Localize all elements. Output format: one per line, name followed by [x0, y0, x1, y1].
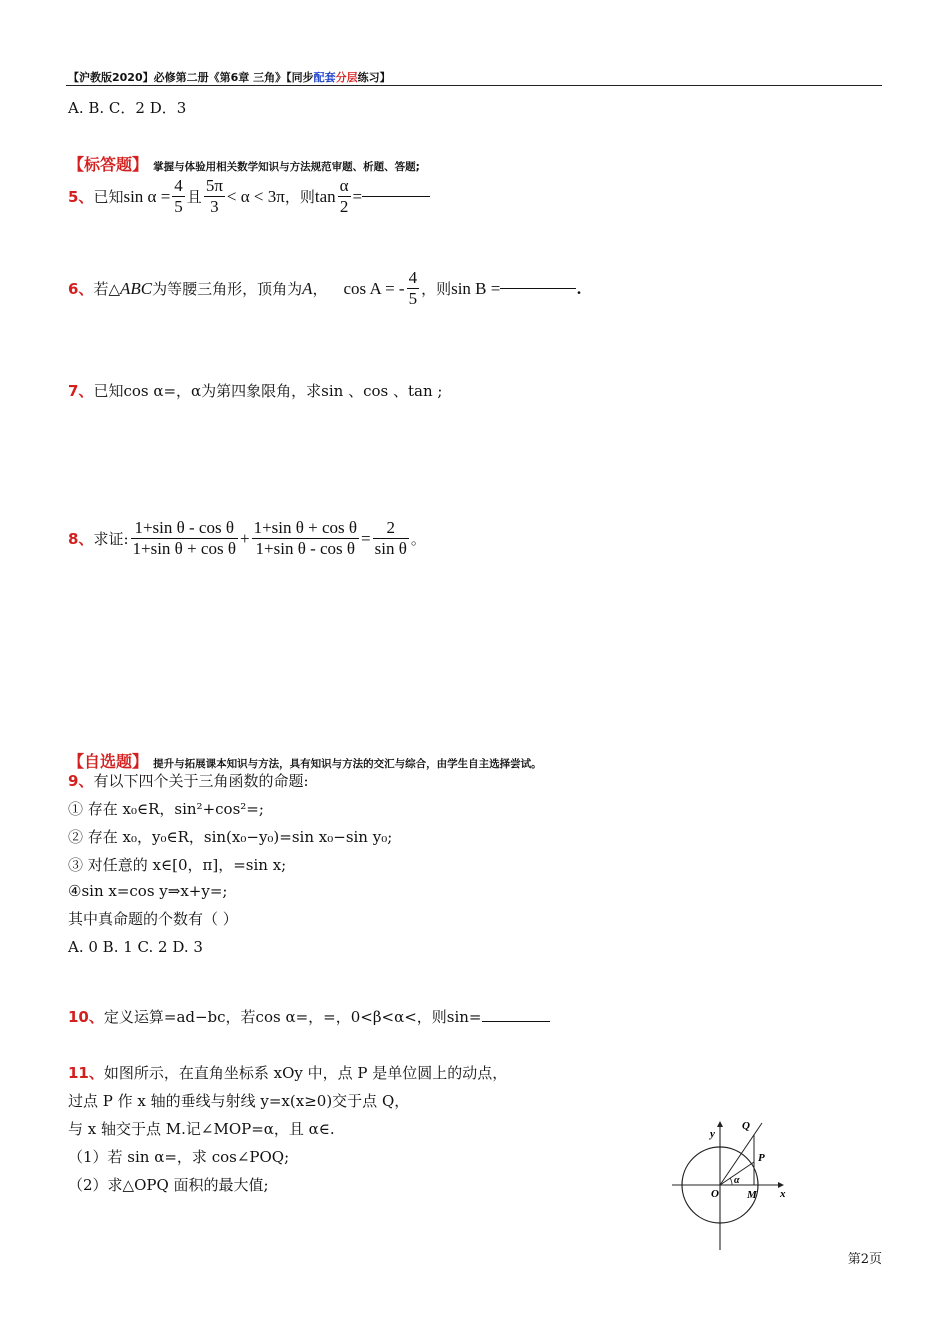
alpha-arc: [730, 1178, 732, 1185]
question-9: 9、有以下四个关于三角函数的命题:: [68, 772, 309, 790]
label-o: O: [711, 1188, 719, 1200]
question-8: 8、 求证: $\frac{\text{1+sin θ - cos θ}}{\text{1+sin θ + cos θ}}$ + $\frac{\text{1+sin θ + cos θ}}{\text{1+sin θ - cos θ}}$ = $\frac{2}{\text{sin θ}}$ 。: [68, 518, 426, 558]
q9-item: ③ 对任意的 x∈[0，π]，=sin x;: [68, 856, 287, 874]
section-standard: 【标答题】 掌握与体验用相关数学知识与方法规范审题、析题、答题;: [68, 155, 420, 174]
header-rule: [66, 85, 882, 86]
q11-line: （1）若 sin α=，求 cos∠POQ;: [68, 1148, 290, 1166]
ray-line: [720, 1123, 762, 1185]
section-optional: 【自选题】 提升与拓展课本知识与方法，具有知识与方法的交汇与综合，由学生自主选择尝试。: [68, 752, 542, 771]
q11-line: 过点 P 作 x 轴的垂线与射线 y=x(x≥0)交于点 Q，: [68, 1092, 410, 1110]
q9-ask: 其中真命题的个数有（ ）: [68, 910, 238, 928]
q9-choices: A. 0 B. 1 C. 2 D. 3: [68, 938, 203, 956]
q9-item: ② 存在 x₀，y₀∈R，sin(x₀−y₀)=sin x₀−sin y₀;: [68, 828, 393, 846]
question-5: 5、 已知 sin α = $\frac{4}{5}$ 且 $\frac{5\pi}{3}$ < α < 3π ，则 tan $\frac{\alpha}{2}$ =: [68, 176, 430, 217]
question-10: 10、定义运算=ad−bc，若cos α=，=，0<β<α<，则sin=: [68, 1006, 550, 1027]
page-number: 第2页: [847, 1252, 882, 1267]
answer-blank: [362, 196, 430, 197]
label-q: Q: [742, 1120, 750, 1132]
label-alpha: α: [734, 1175, 740, 1186]
unit-circle-figure: [672, 1115, 797, 1255]
label-y: y: [710, 1128, 715, 1140]
question-6: 6、 若△ ABC 为等腰三角形，顶角为 A ， cos A = - $\frac{4}{5}$ ，则 sin B = .: [68, 268, 582, 308]
label-x: x: [780, 1188, 786, 1200]
q11-line: 与 x 轴交于点 M.记∠MOP=α，且 α∈.: [68, 1120, 335, 1138]
label-p: P: [758, 1152, 765, 1164]
page-header: 【沪教版2020】必修第二册《第6章 三角》【同步配套分层练习】: [68, 71, 391, 84]
question-7: 7、已知cos α=，α为第四象限角，求sin 、cos 、tan ;: [68, 382, 443, 400]
q9-item: ① 存在 x₀∈R，sin²+cos²=;: [68, 800, 264, 818]
answer-blank: [500, 288, 576, 289]
answer-blank: [482, 1021, 550, 1022]
question-11: 11、如图所示，在直角坐标系 xOy 中，点 P 是单位圆上的动点，: [68, 1064, 508, 1082]
q9-item: ④sin x=cos y⇒x+y=;: [68, 882, 228, 900]
label-m: M: [747, 1189, 757, 1201]
q11-line: （2）求△OPQ 面积的最大值;: [68, 1176, 269, 1194]
choice-line: A. B. C．2 D．3: [68, 99, 187, 117]
y-axis-arrow: [717, 1121, 723, 1127]
